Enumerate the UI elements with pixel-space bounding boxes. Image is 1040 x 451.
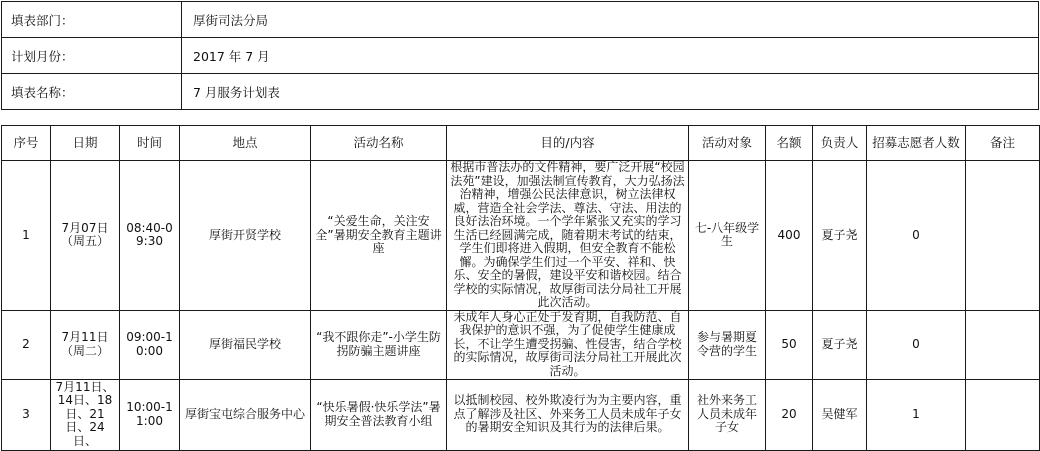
cell-purpose: 以抵制校园、校外欺凌行为为主要内容，重点了解涉及社区、外来务工人员未成年子女的暑期安全知识及其行为的法律后果。 (447, 379, 689, 450)
dept-value: 厚街司法分局 (182, 2, 1039, 38)
cell-no: 1 (2, 161, 51, 311)
cell-activity-name: “关爱生命，关注安全”暑期安全教育主题讲座 (311, 161, 447, 311)
month-label: 计划月份： (2, 38, 182, 74)
cell-remark (966, 379, 1040, 450)
header-activity-name: 活动名称 (311, 126, 447, 161)
cell-no: 2 (2, 310, 51, 379)
header-no: 序号 (2, 126, 51, 161)
header-row (2, 126, 1040, 161)
table-row (2, 161, 1040, 311)
header-target: 活动对象 (689, 126, 766, 161)
header-place: 地点 (180, 126, 311, 161)
cell-purpose: 未成年人身心正处于发育期，自我防范、自我保护的意识不强，为了促使学生健康成长，不让学生遭受拐骗、性侵害，结合学校的实际情况，故厚街司法分局社工开展此次活动。 (447, 310, 689, 379)
header-leader: 负责人 (813, 126, 867, 161)
cell-target: 社外来务工人员未成年子女 (689, 379, 766, 450)
cell-quota: 400 (766, 161, 813, 311)
cell-volunteers: 0 (867, 161, 966, 311)
header-date: 日期 (51, 126, 120, 161)
form-name-label: 填表名称： (2, 74, 182, 110)
form-info-table (1, 1, 1039, 110)
month-row (2, 38, 1039, 74)
cell-activity-name: “快乐暑假·快乐学法”暑期安全普法教育小组 (311, 379, 447, 450)
cell-time: 10:00-11:00 (120, 379, 180, 450)
cell-no: 3 (2, 379, 51, 450)
form-name-row (2, 74, 1039, 110)
cell-quota: 50 (766, 310, 813, 379)
cell-time: 08:40-09:30 (120, 161, 180, 311)
cell-activity-name: “我不跟你走”-小学生防拐防骗主题讲座 (311, 310, 447, 379)
header-time: 时间 (120, 126, 180, 161)
cell-place: 厚街开贤学校 (180, 161, 311, 311)
cell-leader: 夏子尧 (813, 161, 867, 311)
cell-volunteers: 0 (867, 310, 966, 379)
cell-purpose: 根据市普法办的文件精神，要广泛开展“校园法苑”建设，加强法制宣传教育，大力弘扬法治精神，增强公民法律意识，树立法律权威，营造全社会学法、尊法、守法、用法的良好法治环境。一个学年紧张又充实的学习生活已经圆满完成，随着期末考试的结束，学生们即将进入假期，但安全教育不能松懈。为确保学生们过一个平安、祥和、快乐、安全的暑假，建设平安和谐校园。结合学校的实际情况，故厚街司法分局社工开展此次活动。 (447, 161, 689, 311)
table-row (2, 310, 1040, 379)
cell-place: 厚街福民学校 (180, 310, 311, 379)
header-remark: 备注 (966, 126, 1040, 161)
cell-remark (966, 310, 1040, 379)
cell-leader: 吴健军 (813, 379, 867, 450)
service-schedule-table (1, 125, 1040, 451)
header-volunteers: 招募志愿者人数 (867, 126, 966, 161)
table-row (2, 379, 1040, 450)
cell-time: 09:00-10:00 (120, 310, 180, 379)
dept-row (2, 2, 1039, 38)
form-name-value: 7 月服务计划表 (182, 74, 1039, 110)
cell-target: 参与暑期夏令营的学生 (689, 310, 766, 379)
header-purpose: 目的/内容 (447, 126, 689, 161)
month-value: 2017 年 7 月 (182, 38, 1039, 74)
cell-volunteers: 1 (867, 379, 966, 450)
cell-date: 7月07日（周五） (51, 161, 120, 311)
header-quota: 名额 (766, 126, 813, 161)
cell-target: 七-八年级学生 (689, 161, 766, 311)
cell-quota: 20 (766, 379, 813, 450)
cell-remark (966, 161, 1040, 311)
cell-place: 厚街宝屯综合服务中心 (180, 379, 311, 450)
cell-leader: 夏子尧 (813, 310, 867, 379)
cell-date: 7月11日（周二） (51, 310, 120, 379)
cell-date: 7月11日、14日、18日、21日、24日、 (51, 379, 120, 450)
dept-label: 填表部门： (2, 2, 182, 38)
